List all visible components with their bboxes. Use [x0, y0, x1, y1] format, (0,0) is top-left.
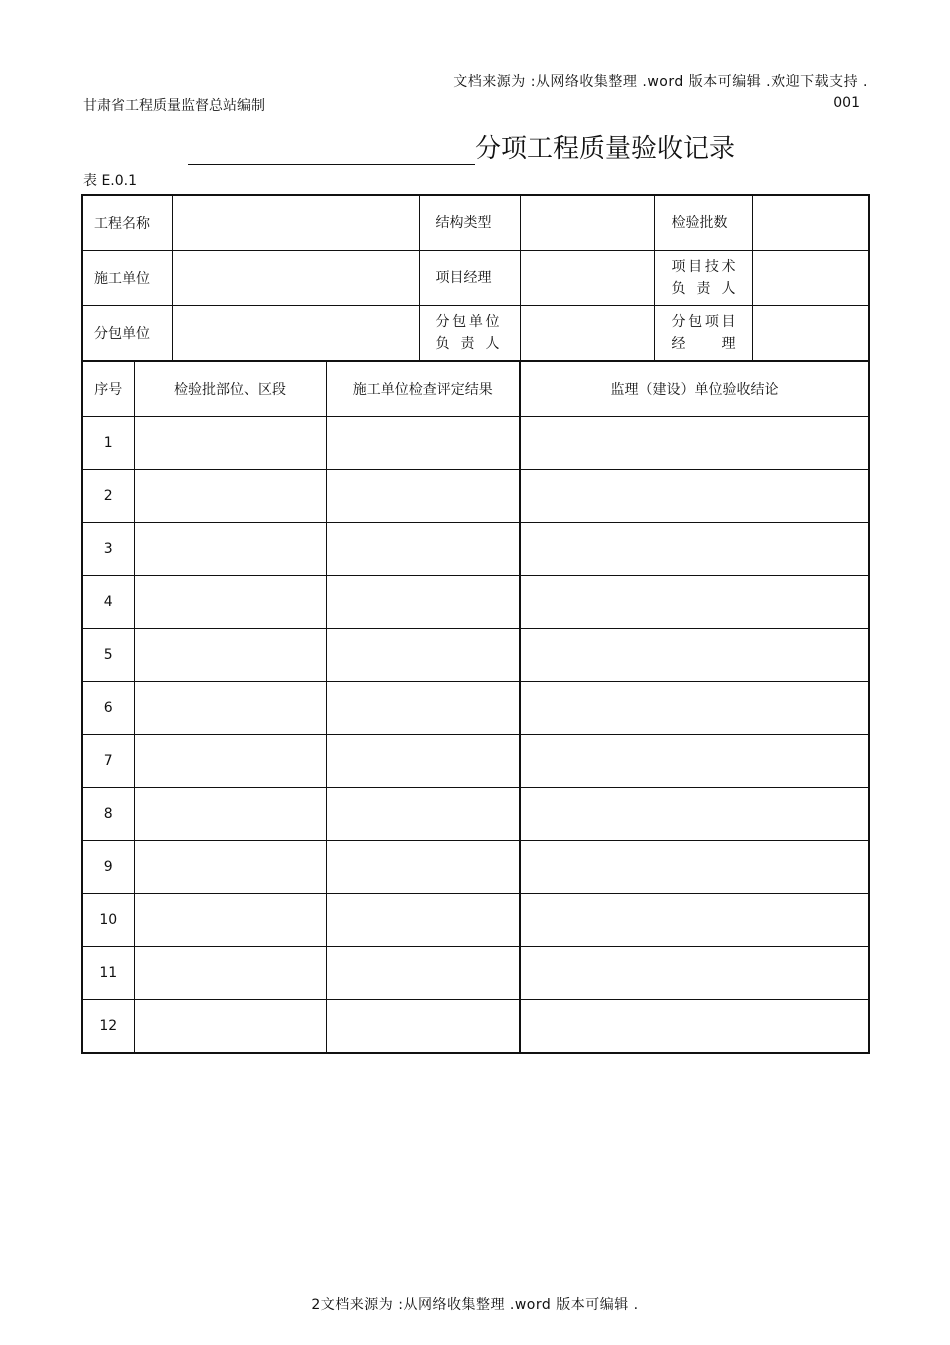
table-row [82, 788, 869, 841]
header-index: 序号 [82, 361, 134, 417]
batch-location-cell[interactable] [134, 576, 326, 629]
table-number: 表 E.0.1 [83, 173, 138, 189]
supervisor-conclusion-cell[interactable] [520, 629, 869, 682]
source-note-bottom: 2文档来源为 :从网络收集整理 .word 版本可编辑 . [311, 1297, 639, 1313]
row-index: 11 [82, 947, 134, 1000]
row-index: 10 [82, 894, 134, 947]
supervisor-conclusion-cell[interactable] [520, 841, 869, 894]
row-index: 2 [82, 470, 134, 523]
batch-location-cell[interactable] [134, 470, 326, 523]
contractor-result-cell[interactable] [326, 417, 520, 470]
table-row [82, 470, 869, 523]
info-row-subcontractor [82, 306, 869, 362]
info-row-contractor [82, 251, 869, 306]
row-index: 6 [82, 682, 134, 735]
supervisor-conclusion-cell[interactable] [520, 682, 869, 735]
header-supervisor-conclusion: 监理（建设）单位验收结论 [520, 361, 869, 417]
table-row [82, 735, 869, 788]
sub-project-manager-label-line2: 经 理 [671, 336, 736, 352]
inspection-table [81, 360, 870, 1054]
project-manager-field[interactable] [520, 251, 654, 306]
supervisor-conclusion-cell[interactable] [520, 1000, 869, 1054]
subcontractor-lead-label-line2: 负 责 人 [435, 336, 500, 352]
batch-location-cell[interactable] [134, 947, 326, 1000]
row-index: 12 [82, 1000, 134, 1054]
contractor-result-cell[interactable] [326, 1000, 520, 1054]
batch-location-cell[interactable] [134, 417, 326, 470]
tech-lead-field[interactable] [752, 251, 869, 306]
supervisor-conclusion-cell[interactable] [520, 788, 869, 841]
row-index: 9 [82, 841, 134, 894]
sub-project-manager-label [654, 306, 752, 362]
batch-location-cell[interactable] [134, 629, 326, 682]
supervisor-conclusion-cell[interactable] [520, 576, 869, 629]
project-manager-label: 项目经理 [419, 251, 520, 306]
subcontractor-lead-label [419, 306, 520, 362]
contractor-label: 施工单位 [82, 251, 172, 306]
table-row [82, 947, 869, 1000]
supervisor-conclusion-cell[interactable] [520, 735, 869, 788]
batch-location-cell[interactable] [134, 682, 326, 735]
contractor-result-cell[interactable] [326, 576, 520, 629]
table-row [82, 523, 869, 576]
batch-location-cell[interactable] [134, 894, 326, 947]
title-blank-line[interactable] [188, 136, 475, 165]
tech-lead-label [654, 251, 752, 306]
header-contractor-result: 施工单位检查评定结果 [326, 361, 520, 417]
batch-location-cell[interactable] [134, 788, 326, 841]
table-row [82, 894, 869, 947]
table-row [82, 576, 869, 629]
structure-type-label: 结构类型 [419, 195, 520, 251]
subcontractor-lead-field[interactable] [520, 306, 654, 362]
subcontractor-label: 分包单位 [82, 306, 172, 362]
project-name-label: 工程名称 [82, 195, 172, 251]
tech-lead-label-line1: 项目技术 [671, 259, 736, 275]
info-row-project [82, 195, 869, 251]
supervisor-conclusion-cell[interactable] [520, 523, 869, 576]
contractor-result-cell[interactable] [326, 841, 520, 894]
subcontractor-lead-label-line1: 分包单位 [435, 314, 500, 330]
contractor-result-cell[interactable] [326, 894, 520, 947]
row-index: 7 [82, 735, 134, 788]
row-index: 1 [82, 417, 134, 470]
project-name-field[interactable] [172, 195, 419, 251]
supervisor-conclusion-cell[interactable] [520, 947, 869, 1000]
source-note-top: 文档来源为 :从网络收集整理 .word 版本可编辑 .欢迎下载支持 . [453, 74, 868, 90]
contractor-result-cell[interactable] [326, 788, 520, 841]
contractor-result-cell[interactable] [326, 523, 520, 576]
batch-count-field[interactable] [752, 195, 869, 251]
issuer-label: 甘肃省工程质量监督总站编制 [83, 98, 265, 114]
form-number: 001 [833, 95, 860, 111]
row-index: 8 [82, 788, 134, 841]
page-title [188, 128, 735, 165]
table-header-row [82, 361, 869, 417]
batch-location-cell[interactable] [134, 841, 326, 894]
table-row [82, 417, 869, 470]
supervisor-conclusion-cell[interactable] [520, 894, 869, 947]
table-row [82, 1000, 869, 1054]
tech-lead-label-line2: 负 责 人 [671, 281, 736, 297]
supervisor-conclusion-cell[interactable] [520, 470, 869, 523]
sub-project-manager-label-line1: 分包项目 [671, 314, 736, 330]
project-info-table [81, 194, 870, 362]
table-row [82, 629, 869, 682]
table-row [82, 682, 869, 735]
header-batch-location: 检验批部位、区段 [134, 361, 326, 417]
supervisor-conclusion-cell[interactable] [520, 417, 869, 470]
contractor-result-cell[interactable] [326, 735, 520, 788]
batch-count-label: 检验批数 [654, 195, 752, 251]
contractor-result-cell[interactable] [326, 947, 520, 1000]
contractor-field[interactable] [172, 251, 419, 306]
row-index: 3 [82, 523, 134, 576]
contractor-result-cell[interactable] [326, 629, 520, 682]
contractor-result-cell[interactable] [326, 470, 520, 523]
subcontractor-field[interactable] [172, 306, 419, 362]
table-row [82, 841, 869, 894]
sub-project-manager-field[interactable] [752, 306, 869, 362]
structure-type-field[interactable] [520, 195, 654, 251]
row-index: 5 [82, 629, 134, 682]
title-text: 分项工程质量验收记录 [475, 134, 736, 164]
batch-location-cell[interactable] [134, 1000, 326, 1054]
contractor-result-cell[interactable] [326, 682, 520, 735]
batch-location-cell[interactable] [134, 735, 326, 788]
row-index: 4 [82, 576, 134, 629]
batch-location-cell[interactable] [134, 523, 326, 576]
